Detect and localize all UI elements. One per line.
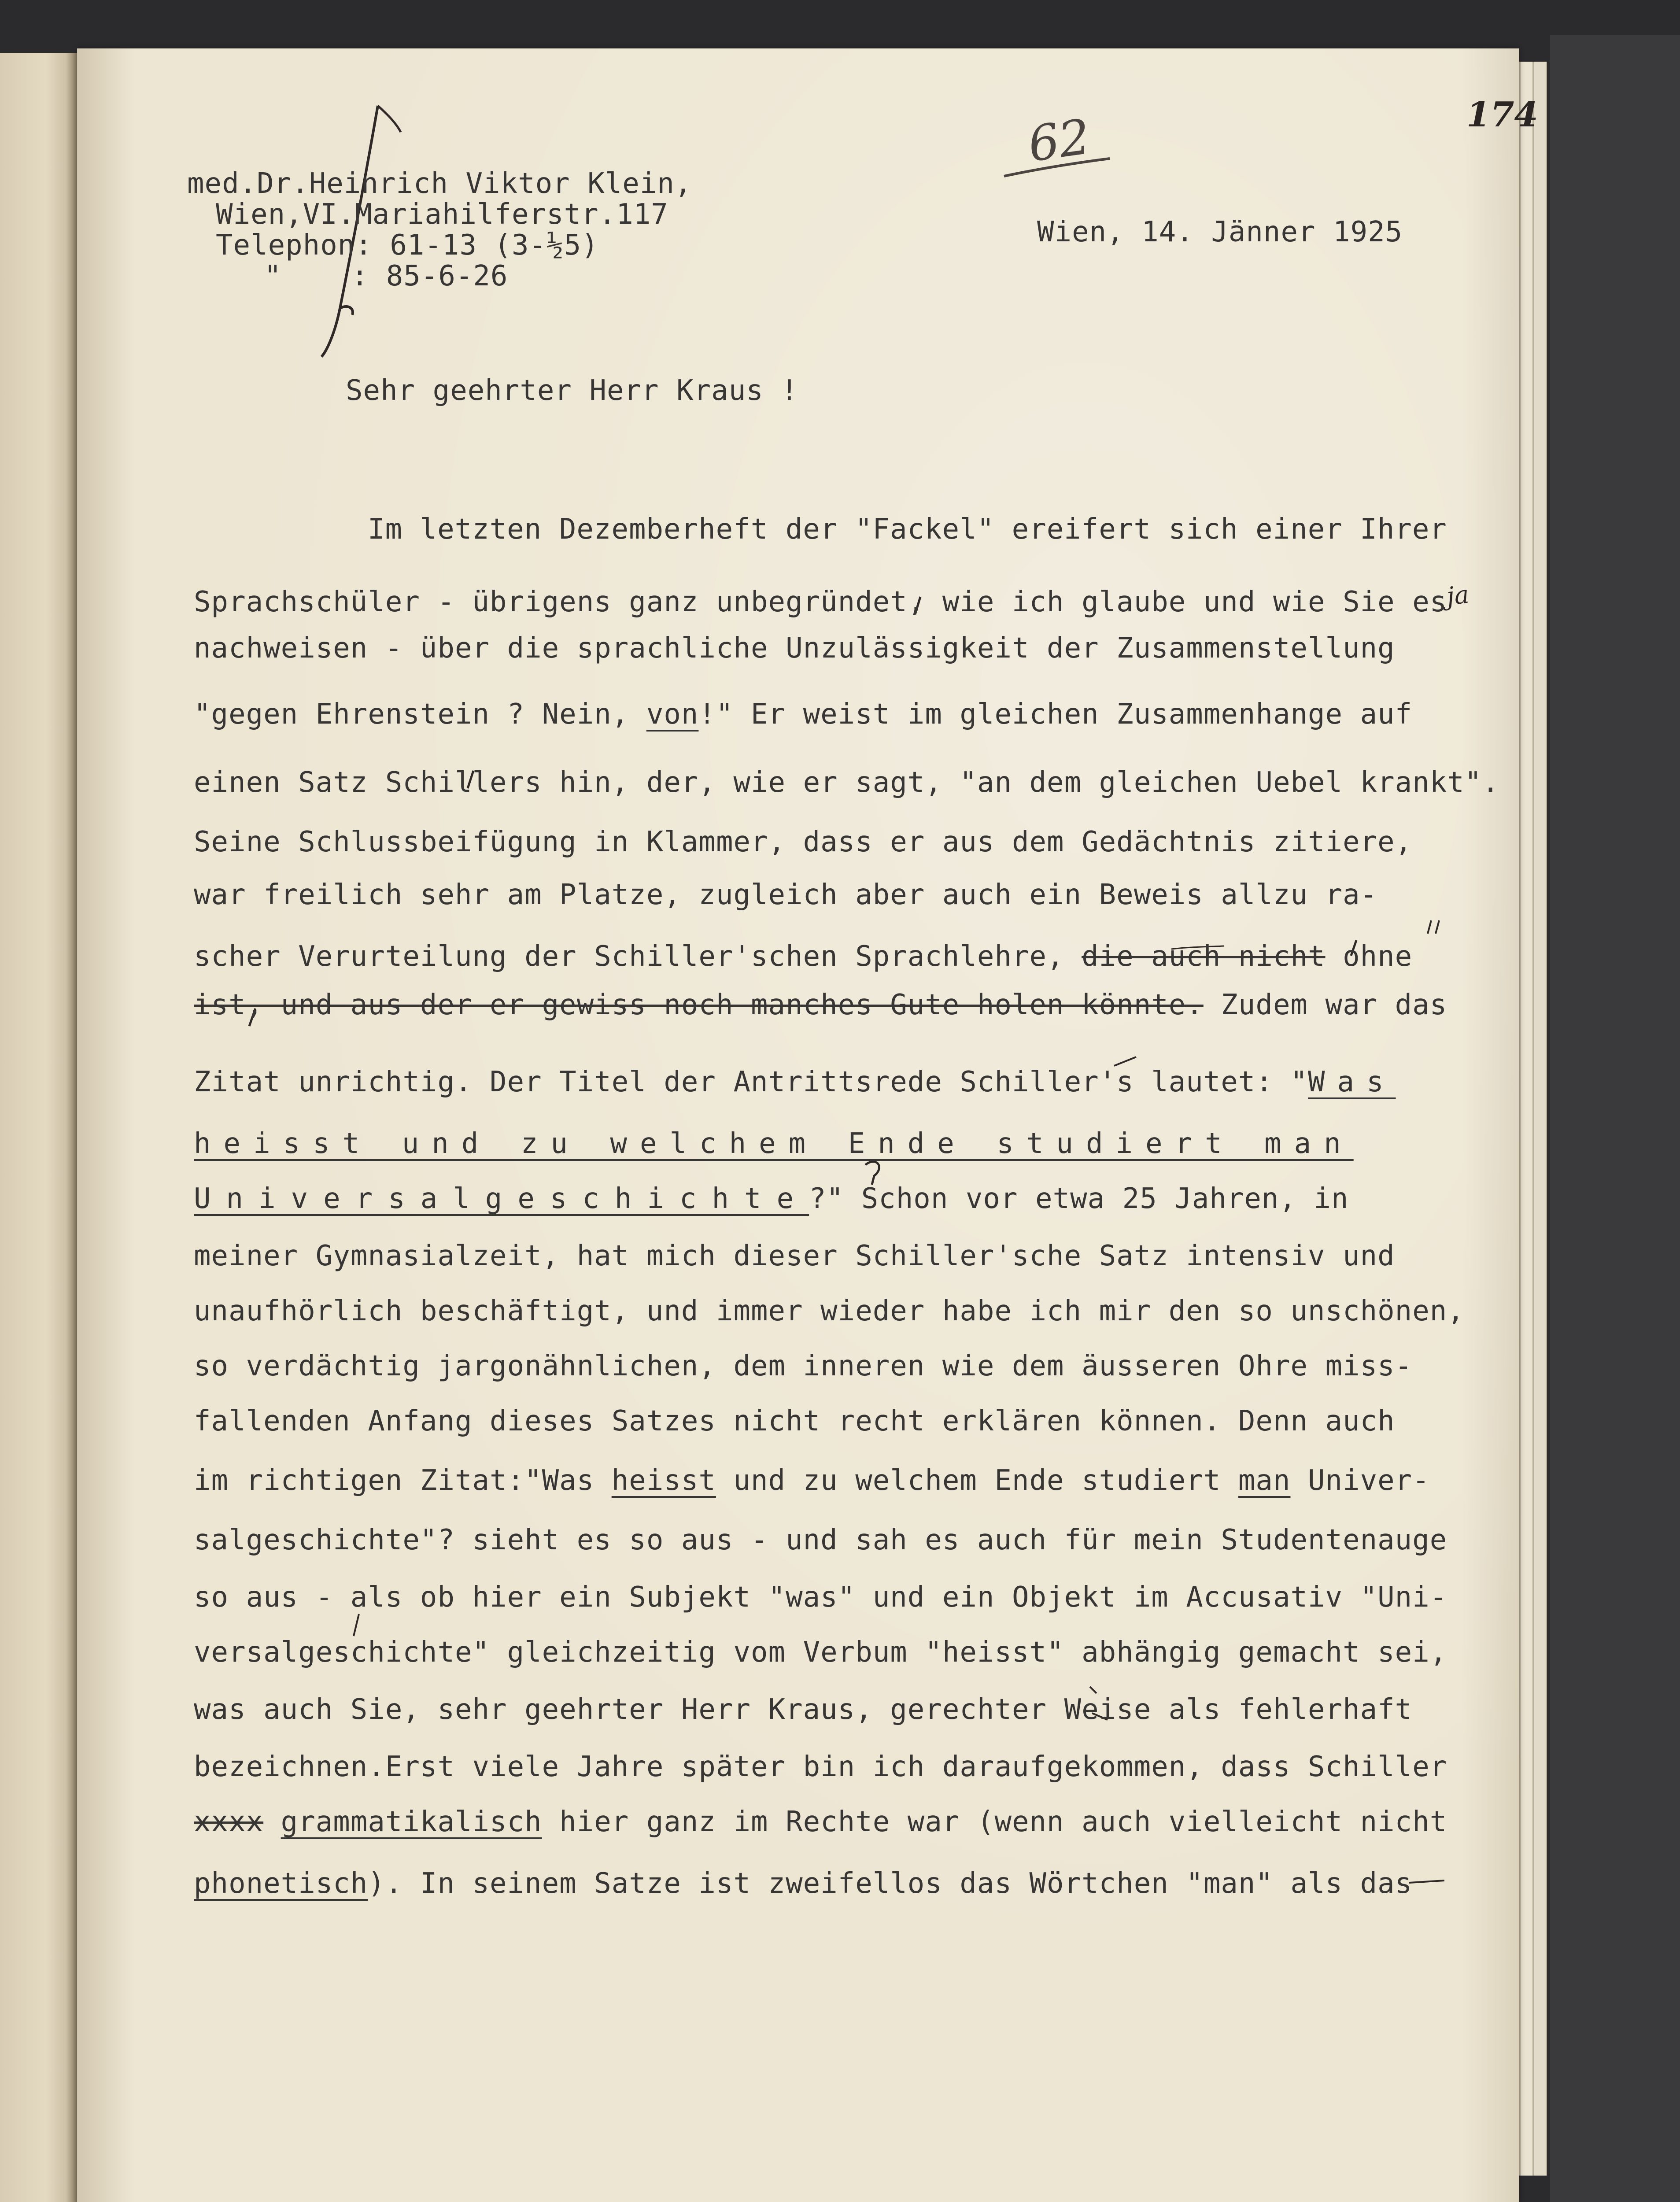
- body-text: ohne: [1325, 940, 1413, 973]
- body-text: Zudem war das: [1203, 989, 1447, 1021]
- body-line-7: war freilich sehr am Platze, zugleich aber auch ein Beweis allzu ra-: [194, 879, 1378, 911]
- body-line-4: [194, 698, 1413, 731]
- struck-text: xxxx: [194, 1806, 264, 1838]
- body-line-10: [194, 1068, 1396, 1096]
- underlined-word: phonetisch: [194, 1867, 368, 1900]
- sender-name: med.Dr.Heinrich Viktor Klein,: [187, 167, 692, 200]
- body-text: "gegen Ehrenstein ? Nein,: [194, 698, 646, 731]
- sender-telephone-2: " : 85-6-26: [264, 260, 508, 292]
- body-line-2: Sprachschüler - übrigens ganz unbegründet, wie ich glaube und wie Sie es: [194, 586, 1447, 618]
- body-line-1: Im letzten Dezemberheft der "Fackel" ereifert sich einer Ihrer: [368, 513, 1447, 546]
- struck-text: die auch nicht: [1082, 940, 1326, 973]
- body-text: scher Verurteilung der Schiller'schen Sprachlehre,: [194, 940, 1082, 973]
- body-line-3: nachweisen - über die sprachliche Unzulässigkeit der Zusammenstellung: [194, 632, 1395, 665]
- underlined-word: man: [1238, 1464, 1291, 1497]
- title-quote: Universalgeschichte: [194, 1182, 809, 1215]
- body-line-23: [194, 1808, 1447, 1836]
- sender-telephone: Telephon: 61-13 (3-½5): [216, 229, 599, 262]
- body-line-18: salgeschichte"? sieht es so aus - und sah es auch für mein Studentenauge: [194, 1524, 1447, 1556]
- underlined-word: grammatikalisch: [281, 1806, 542, 1838]
- body-text: ). In seinem Satze ist zweifellos das Wörtchen "man" als das: [368, 1867, 1413, 1900]
- body-text: im richtigen Zitat:"Was: [194, 1464, 612, 1497]
- body-line-21: was auch Sie, sehr geehrter Herr Kraus, gerechter Weise als fehlerhaft: [194, 1693, 1413, 1726]
- page-number: 174: [1466, 95, 1538, 135]
- letter-date: Wien, 14. Jänner 1925: [1037, 216, 1403, 248]
- body-line-11-title-quote: heisst und zu welchem Ende studiert man: [194, 1127, 1354, 1160]
- body-text: !" Er weist im gleichen Zusammenhange auf: [698, 698, 1413, 731]
- salutation: Sehr geehrter Herr Kraus !: [346, 374, 798, 407]
- body-line-14: unaufhörlich beschäftigt, und immer wieder habe ich mir den so unschönen,: [194, 1295, 1465, 1327]
- title-quote: Was: [1308, 1066, 1396, 1098]
- body-text: Zitat unrichtig. Der Titel der Antrittsrede Schiller's lautet: ": [194, 1066, 1308, 1098]
- body-line-19: so aus - als ob hier ein Subjekt "was" und ein Objekt im Accusativ "Uni-: [194, 1581, 1447, 1614]
- body-text: [263, 1806, 281, 1838]
- body-line-17: [194, 1464, 1430, 1497]
- body-line-13: meiner Gymnasialzeit, hat mich dieser Schiller'sche Satz intensiv und: [194, 1240, 1395, 1272]
- body-text: hier ganz im Rechte war (wenn auch vielleicht nicht: [542, 1806, 1447, 1838]
- body-text: Univer-: [1290, 1464, 1430, 1497]
- body-line-9: [194, 991, 1447, 1019]
- body-line-6: Seine Schlussbeifügung in Klammer, dass er aus dem Gedächtnis zitiere,: [194, 826, 1413, 858]
- sender-address: Wien,VI.Mariahilferstr.117: [216, 198, 668, 231]
- body-line-12: [194, 1182, 1349, 1215]
- body-line-22: bezeichnen.Erst viele Jahre später bin ich daraufgekommen, dass Schiller: [194, 1751, 1447, 1783]
- margin-note: ja: [1445, 580, 1471, 611]
- body-line-16: fallenden Anfang dieses Satzes nicht recht erklären können. Denn auch: [194, 1405, 1395, 1437]
- body-line-5: einen Satz Schillers hin, der, wie er sagt, "an dem gleichen Uebel krankt".: [194, 766, 1499, 799]
- body-line-8: [194, 942, 1412, 971]
- struck-text: ist, und aus der er gewiss noch manches Gute holen könnte.: [194, 989, 1204, 1021]
- archive-mark: 62: [1024, 108, 1094, 173]
- body-text: ?" Schon vor etwa 25 Jahren, in: [809, 1182, 1349, 1215]
- body-line-15: so verdächtig jargonähnlichen, dem inneren wie dem äusseren Ohre miss-: [194, 1350, 1413, 1382]
- underlined-word: von: [646, 698, 699, 731]
- body-line-20: versalgeschichte" gleichzeitig vom Verbum "heisst" abhängig gemacht sei,: [194, 1636, 1447, 1669]
- body-text: und zu welchem Ende studiert: [716, 1464, 1238, 1497]
- underlined-word: heisst: [611, 1464, 716, 1497]
- body-line-24: [194, 1869, 1412, 1898]
